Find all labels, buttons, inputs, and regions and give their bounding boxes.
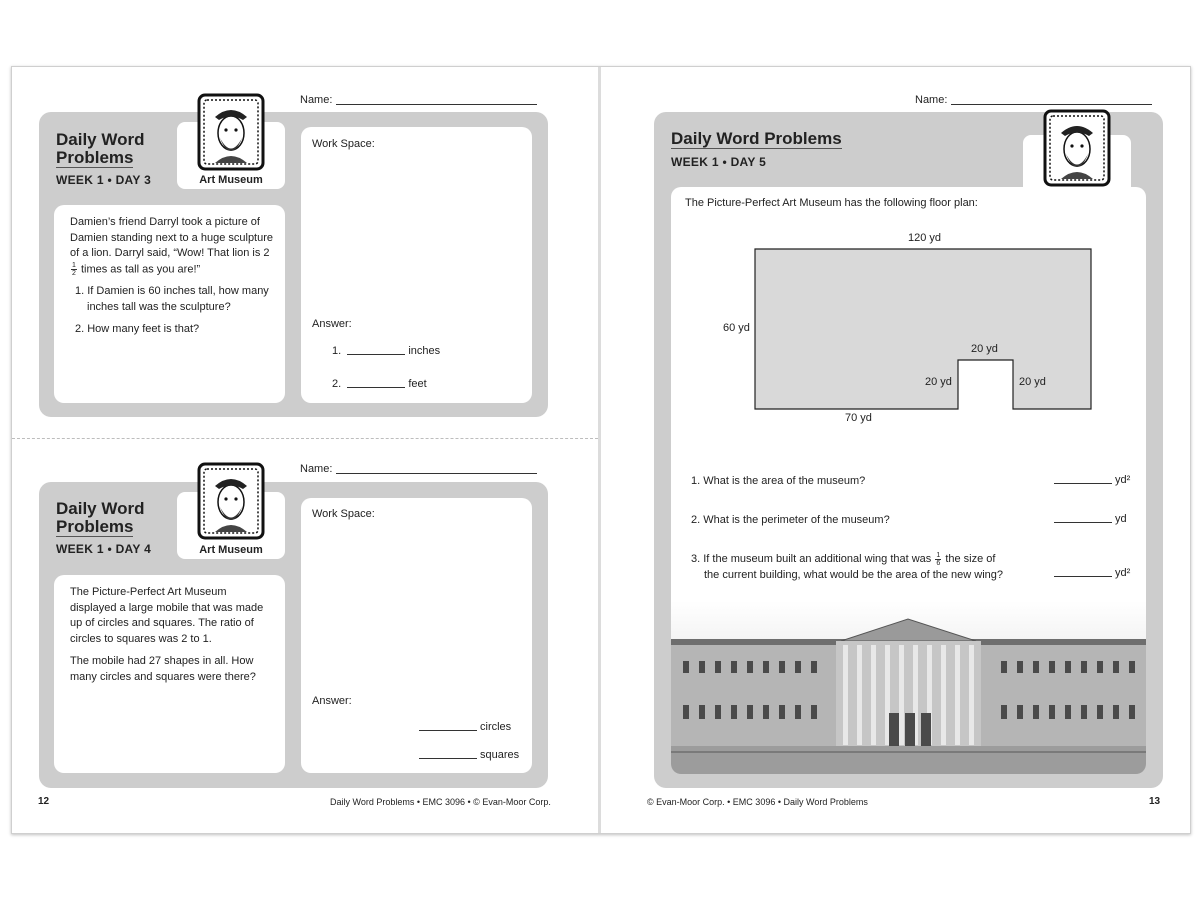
day3-problem-box bbox=[54, 205, 285, 403]
answer-2[interactable]: yd bbox=[1054, 513, 1127, 525]
dim-left: 60 yd bbox=[723, 322, 750, 334]
dim-top: 120 yd bbox=[908, 232, 942, 244]
right-page bbox=[601, 67, 1190, 833]
answer-1[interactable]: 1. inches bbox=[332, 345, 441, 357]
workbook-spread bbox=[11, 66, 1191, 834]
day3-work-box[interactable] bbox=[301, 127, 532, 403]
day3-problem-text: Damien’s friend Darryl took a picture of Damien standing next to a huge sculpture of a lion. Darryl said, “Wow! That lion is 2 $\frac{1}{2}$ times as tall as you are!” 1. If Damien is 60 inches tall, how many inches tall was the sculpture? 2. How many feet is that? bbox=[70, 215, 275, 345]
day3-title: Daily Word Problems bbox=[56, 130, 145, 167]
left-page bbox=[12, 67, 598, 833]
answer-2[interactable]: 2. feet bbox=[332, 378, 427, 390]
badge-label: Art Museum bbox=[199, 174, 263, 186]
work-space-label: Work Space: bbox=[312, 508, 375, 520]
day4-week-label: WEEK 1 • DAY 4 bbox=[56, 542, 152, 556]
cut-line bbox=[12, 438, 598, 439]
answer-circles[interactable]: circles bbox=[419, 721, 511, 733]
question-1: 1. What is the area of the museum? bbox=[691, 475, 866, 487]
answer-squares[interactable]: squares bbox=[419, 749, 519, 761]
badge-label: Art Museum bbox=[199, 544, 263, 556]
fraction: $\frac{1}{6}$ bbox=[936, 551, 941, 567]
portrait-icon bbox=[197, 93, 265, 171]
museum-photo bbox=[671, 601, 1146, 774]
name-field[interactable] bbox=[300, 94, 537, 106]
portrait-icon bbox=[197, 462, 265, 540]
question-2: 2. What is the perimeter of the museum? bbox=[691, 514, 890, 526]
day5-week-label: WEEK 1 • DAY 5 bbox=[671, 155, 767, 169]
answer-label: Answer: bbox=[312, 695, 352, 707]
question-3: 3. If the museum built an additional wing that was $\frac{1}{6}$ the size of the current building, what would be the area of the new wing? bbox=[691, 551, 1004, 581]
day3-question-1: 1. If Damien is 60 inches tall, how many inches tall was the sculpture? bbox=[75, 285, 269, 313]
name-field[interactable] bbox=[915, 94, 1152, 106]
day4-problem-text: The Picture-Perfect Art Museum displayed a large mobile that was made up of circles and squares. The ratio of circles to squares was 2 to 1. The mobile had 27 shapes in all. How many circles and squares were there? bbox=[70, 586, 264, 683]
day4-work-box[interactable] bbox=[301, 498, 532, 773]
answer-1[interactable]: yd² bbox=[1054, 474, 1130, 486]
name-line[interactable] bbox=[336, 104, 537, 105]
day4-title: Daily Word Problems bbox=[56, 499, 145, 536]
page-number: 12 bbox=[38, 796, 50, 807]
fraction: $\frac{1}{2}$ bbox=[72, 261, 76, 277]
page-footer: © Evan-Moor Corp. • EMC 3096 • Daily Word Problems bbox=[647, 797, 868, 807]
page-footer: Daily Word Problems • EMC 3096 • © Evan-Moor Corp. bbox=[330, 797, 551, 807]
day5-title: Daily Word Problems bbox=[671, 129, 842, 148]
name-field[interactable] bbox=[300, 463, 537, 475]
day3-question-2: 2. How many feet is that? bbox=[75, 323, 200, 336]
name-label: Name: bbox=[300, 94, 333, 106]
page-number: 13 bbox=[1149, 796, 1161, 807]
work-space-label: Work Space: bbox=[312, 138, 375, 150]
answer-3[interactable]: yd² bbox=[1054, 567, 1130, 579]
dim-notch-left: 20 yd bbox=[925, 376, 952, 388]
dim-bottom: 70 yd bbox=[845, 412, 872, 424]
dim-notch-right: 20 yd bbox=[1019, 376, 1046, 388]
floor-plan-diagram bbox=[671, 187, 1146, 427]
answer-label: Answer: bbox=[312, 318, 352, 330]
day5-problem-box bbox=[671, 187, 1146, 774]
portrait-icon bbox=[1043, 109, 1111, 187]
name-label: Name: bbox=[915, 94, 948, 106]
floor-plan-intro: The Picture-Perfect Art Museum has the following floor plan: bbox=[685, 197, 978, 209]
dim-notch-top: 20 yd bbox=[971, 343, 998, 355]
day3-week-label: WEEK 1 • DAY 3 bbox=[56, 173, 152, 187]
name-line[interactable] bbox=[951, 104, 1152, 105]
name-label: Name: bbox=[300, 463, 333, 475]
day4-problem-box bbox=[54, 575, 285, 773]
name-line[interactable] bbox=[336, 473, 537, 474]
